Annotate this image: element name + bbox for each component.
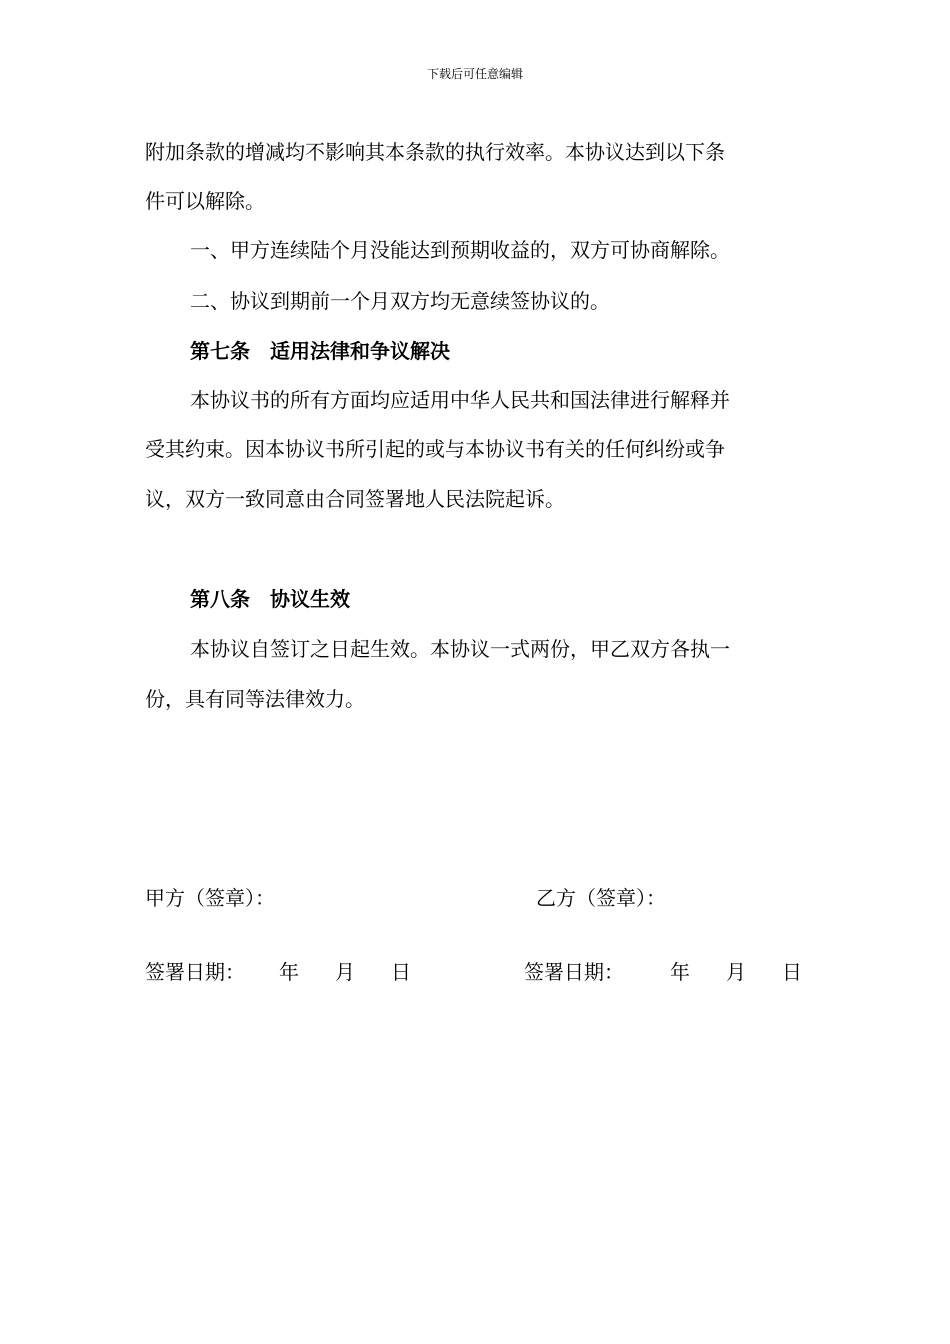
party-a-date-year: 年	[279, 960, 299, 984]
paragraph-line: 本协议书的所有方面均应适用中华人民共和国法律进行解释并	[190, 388, 730, 412]
paragraph-line: 议，双方一致同意由合同签署地人民法院起诉。	[145, 487, 565, 511]
party-b-date-year: 年	[670, 960, 690, 984]
article-7-heading: 第七条 适用法律和争议解决	[190, 339, 450, 363]
party-a-date-label: 签署日期：	[145, 960, 245, 984]
party-b-date-month: 月	[726, 960, 746, 984]
party-a-date-month: 月	[335, 960, 355, 984]
page-header-note: 下载后可任意编辑	[426, 67, 523, 81]
party-b-date-label: 签署日期：	[524, 960, 624, 984]
party-a-date-day: 日	[391, 960, 411, 984]
article-8-heading: 第八条 协议生效	[190, 587, 350, 611]
paragraph-line: 份，具有同等法律效力。	[145, 687, 365, 711]
paragraph-line: 受其约束。因本协议书所引起的或与本协议书有关的任何纠纷或争	[145, 437, 725, 461]
clause-item-2: 二、协议到期前一个月双方均无意续签协议的。	[190, 289, 610, 313]
party-b-signature-label: 乙方（签章）：	[536, 886, 666, 910]
party-b-date-day: 日	[782, 960, 802, 984]
party-a-signature-label: 甲方（签章）：	[145, 886, 275, 910]
paragraph-line: 件可以解除。	[145, 189, 265, 213]
paragraph-line: 本协议自签订之日起生效。本协议一式两份，甲乙双方各执一	[190, 637, 730, 661]
paragraph-line: 附加条款的增减均不影响其本条款的执行效率。本协议达到以下条	[145, 140, 725, 164]
clause-item-1: 一、甲方连续陆个月没能达到预期收益的，双方可协商解除。	[190, 238, 730, 262]
